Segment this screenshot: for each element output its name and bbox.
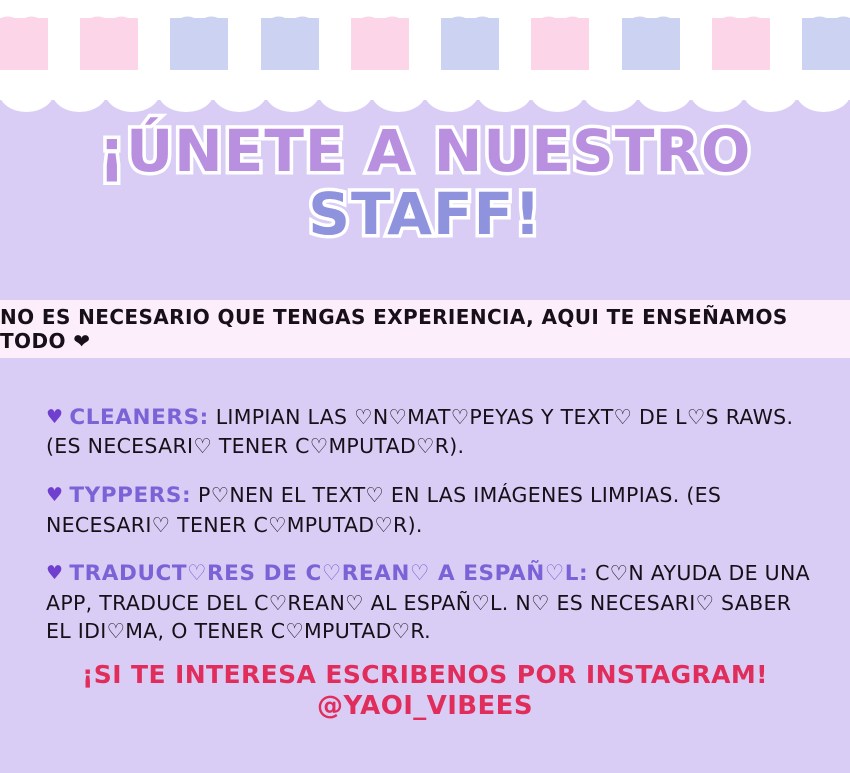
heart-icon-3 [170, 18, 228, 70]
role-description-typpers: P♡NEN EL TEXT♡ EN LAS IMÁGENES LIMPIAS. (ES NECESARI♡ TENER C♡MPUTAD♡R). [46, 482, 722, 537]
scallop-10 [477, 72, 532, 112]
scallop-7 [318, 72, 373, 112]
heart-bullet-icon: ♥ [46, 562, 64, 585]
role-name-cleaners: CLEANERS: [69, 404, 209, 430]
heart-icon-10 [802, 18, 850, 70]
scallop-13 [637, 72, 692, 112]
role-description-traductores: C♡N AYUDA DE UNA APP, TRADUCE DEL C♡REAN♡ AL ESPAÑ♡L. N♡ ES NECESARI♡ SABER EL IDI♡MA, O TENER C♡MPUTAD♡R. [46, 561, 810, 644]
scallop-16 [796, 72, 850, 112]
footer-cta-text: ¡SI TE INTERESA ESCRIBENOS POR INSTAGRAM! [81, 660, 768, 689]
role-description-cleaners: LIMPIAN LAS ♡N♡MAT♡PEYAS Y TEXT♡ DE L♡S RAWS. (ES NECESARI♡ TENER C♡MPUTAD♡R). [46, 404, 794, 459]
page-title [0, 117, 850, 248]
scallop-6 [265, 72, 320, 112]
subtitle-banner [0, 300, 850, 358]
role-name-traductores: TRADUCT♡RES DE C♡REAN♡ A ESPAÑ♡L: [69, 561, 589, 587]
scallop-3 [105, 72, 160, 112]
heart-border-row [0, 18, 850, 78]
list-item [46, 559, 814, 645]
heart-icon-8 [622, 18, 680, 70]
heart-icon-4 [261, 18, 319, 70]
heart-bullet-icon: ♥ [46, 405, 64, 428]
scallop-2 [52, 72, 107, 112]
scallop-12 [583, 72, 638, 112]
scallop-14 [690, 72, 745, 112]
scallop-9 [424, 72, 479, 112]
subtitle-text: NO ES NECESARIO QUE TENGAS EXPERIENCIA, AQUI TE ENSEÑAMOS TODO ❤ [0, 305, 788, 353]
scallop-15 [743, 72, 798, 112]
heart-icon-2 [80, 18, 138, 70]
instagram-handle[interactable]: @YAOI_VIBEES [317, 691, 533, 721]
role-name-typpers: TYPPERS: [69, 482, 192, 508]
heart-bullet-icon: ♥ [46, 483, 64, 506]
scallop-divider [0, 72, 850, 118]
title-line-1: ¡ÚNETE A NUESTRO [98, 117, 752, 185]
roles-list [46, 382, 814, 664]
heart-icon-5 [351, 18, 409, 70]
list-item [46, 481, 814, 539]
heart-icon-9 [712, 18, 770, 70]
scallop-5 [212, 72, 267, 112]
heart-icon-7 [531, 18, 589, 70]
heart-icon-6 [441, 18, 499, 70]
scallop-1 [0, 72, 54, 112]
footer-cta [0, 660, 850, 721]
title-line-2: STAFF! [308, 179, 542, 248]
scallop-11 [530, 72, 585, 112]
scallop-8 [371, 72, 426, 112]
scallop-4 [158, 72, 213, 112]
list-item [46, 403, 814, 461]
heart-icon-1 [0, 18, 48, 70]
